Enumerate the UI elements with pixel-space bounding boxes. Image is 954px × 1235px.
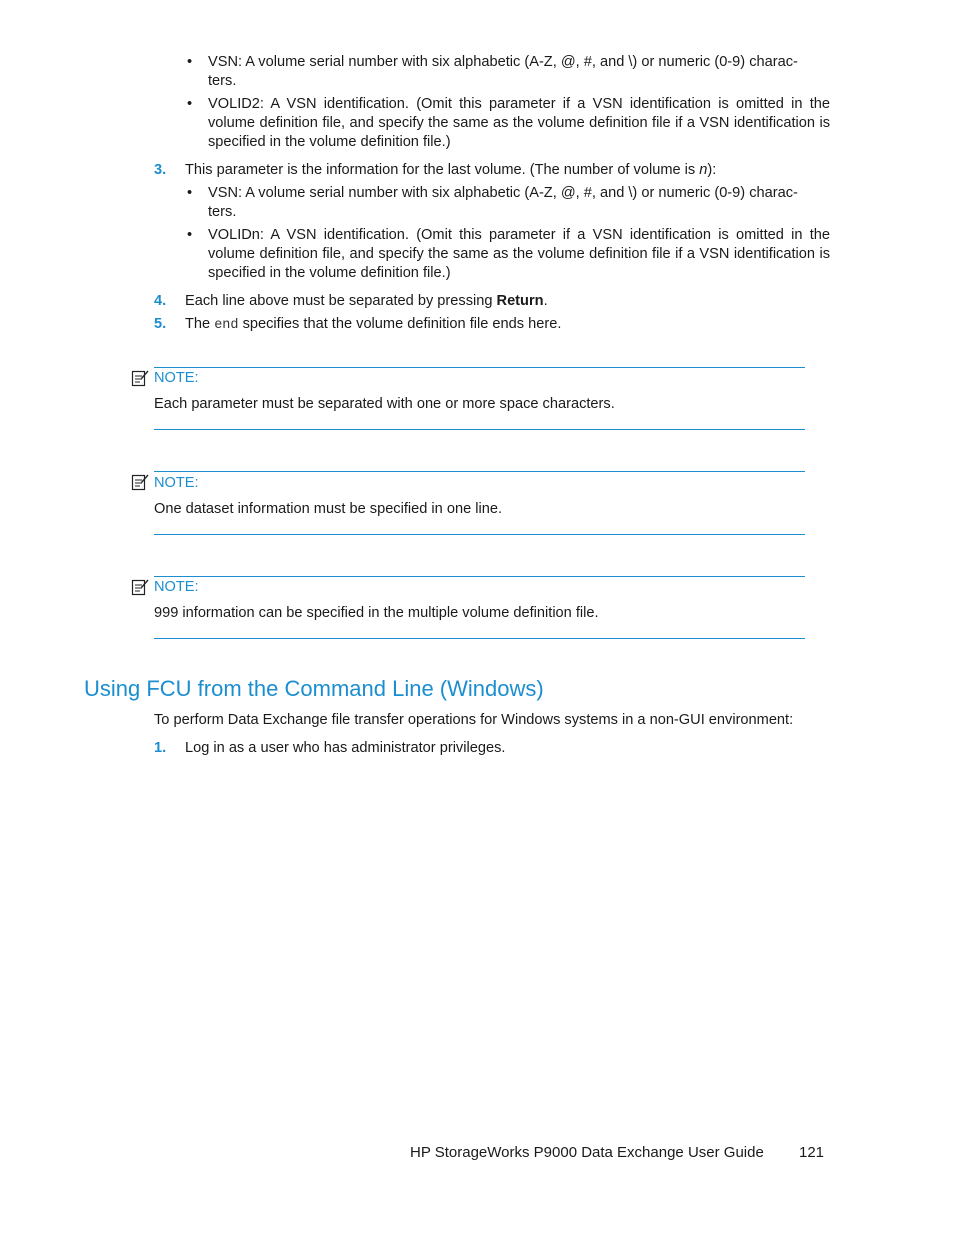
note-label: NOTE: [154,579,199,595]
step-text-part: This parameter is the information for the last volume. (The number of volume is [185,162,700,178]
step-text-part: specifies that the volume definition file ends here. [238,316,562,332]
note-top-rule [154,367,805,368]
step-number: 1. [154,740,167,756]
list-item-text: VSN: A volume serial number with six alphabetic (A-Z, @, #, and \) or numeric (0-9) charac- ters. [208,185,798,220]
note-top-rule [154,471,805,472]
step-text-part: . [543,293,548,309]
step-number: 5. [154,316,167,332]
step-number: 4. [154,293,167,309]
note-bottom-rule [154,638,805,639]
step-number: 3. [154,162,167,178]
bullet-marker: • [187,96,193,112]
step-text [185,315,825,335]
section-heading: Using FCU from the Command Line (Windows) [84,676,544,701]
note-top-rule [154,576,805,577]
note-label: NOTE: [154,475,199,491]
list-item-text: VOLIDn: A VSN identification. (Omit this parameter if a VSN identification is omitted in the volume definition file, and specify the same as the volume definition file if a VSN identification is specified in the volume definition file.) [208,227,830,281]
step-text [185,161,825,180]
list-item-text: VOLID2: A VSN identification. (Omit this parameter if a VSN identification is omitted in the volume definition file, and specify the same as the volume definition file if a VSN identification is specified in the volume definition file.) [208,96,830,150]
step-text [185,292,825,311]
note-bottom-rule [154,429,805,430]
note-bottom-rule [154,534,805,535]
footer-title: HP StorageWorks P9000 Data Exchange User Guide [410,1144,764,1161]
list-item-text: VSN: A volume serial number with six alphabetic (A-Z, @, #, and \) or numeric (0-9) charac- ters. [208,54,798,89]
step-text-part: ): [707,162,717,178]
step-text-bold: Return [496,293,544,309]
bullet-marker: • [187,54,193,70]
section-intro: To perform Data Exchange file transfer operations for Windows systems in a non-GUI environment: [154,712,794,728]
note-icon [131,578,149,596]
step-text: Log in as a user who has administrator privileges. [185,740,506,756]
page-number: 121 [799,1144,825,1161]
note-body: 999 information can be specified in the multiple volume definition file. [154,605,599,621]
bullet-marker: • [187,227,193,243]
note-body: Each parameter must be separated with one or more space characters. [154,396,615,412]
bullet-marker: • [187,185,193,201]
note-icon [131,369,149,387]
step-text-part: The [185,316,215,332]
inline-code: end [214,318,239,333]
note-body: One dataset information must be specified in one line. [154,501,503,517]
note-label: NOTE: [154,370,199,386]
step-text-italic: n [699,162,708,178]
note-icon [131,473,149,491]
step-text-part: Each line above must be separated by pressing [185,293,497,309]
